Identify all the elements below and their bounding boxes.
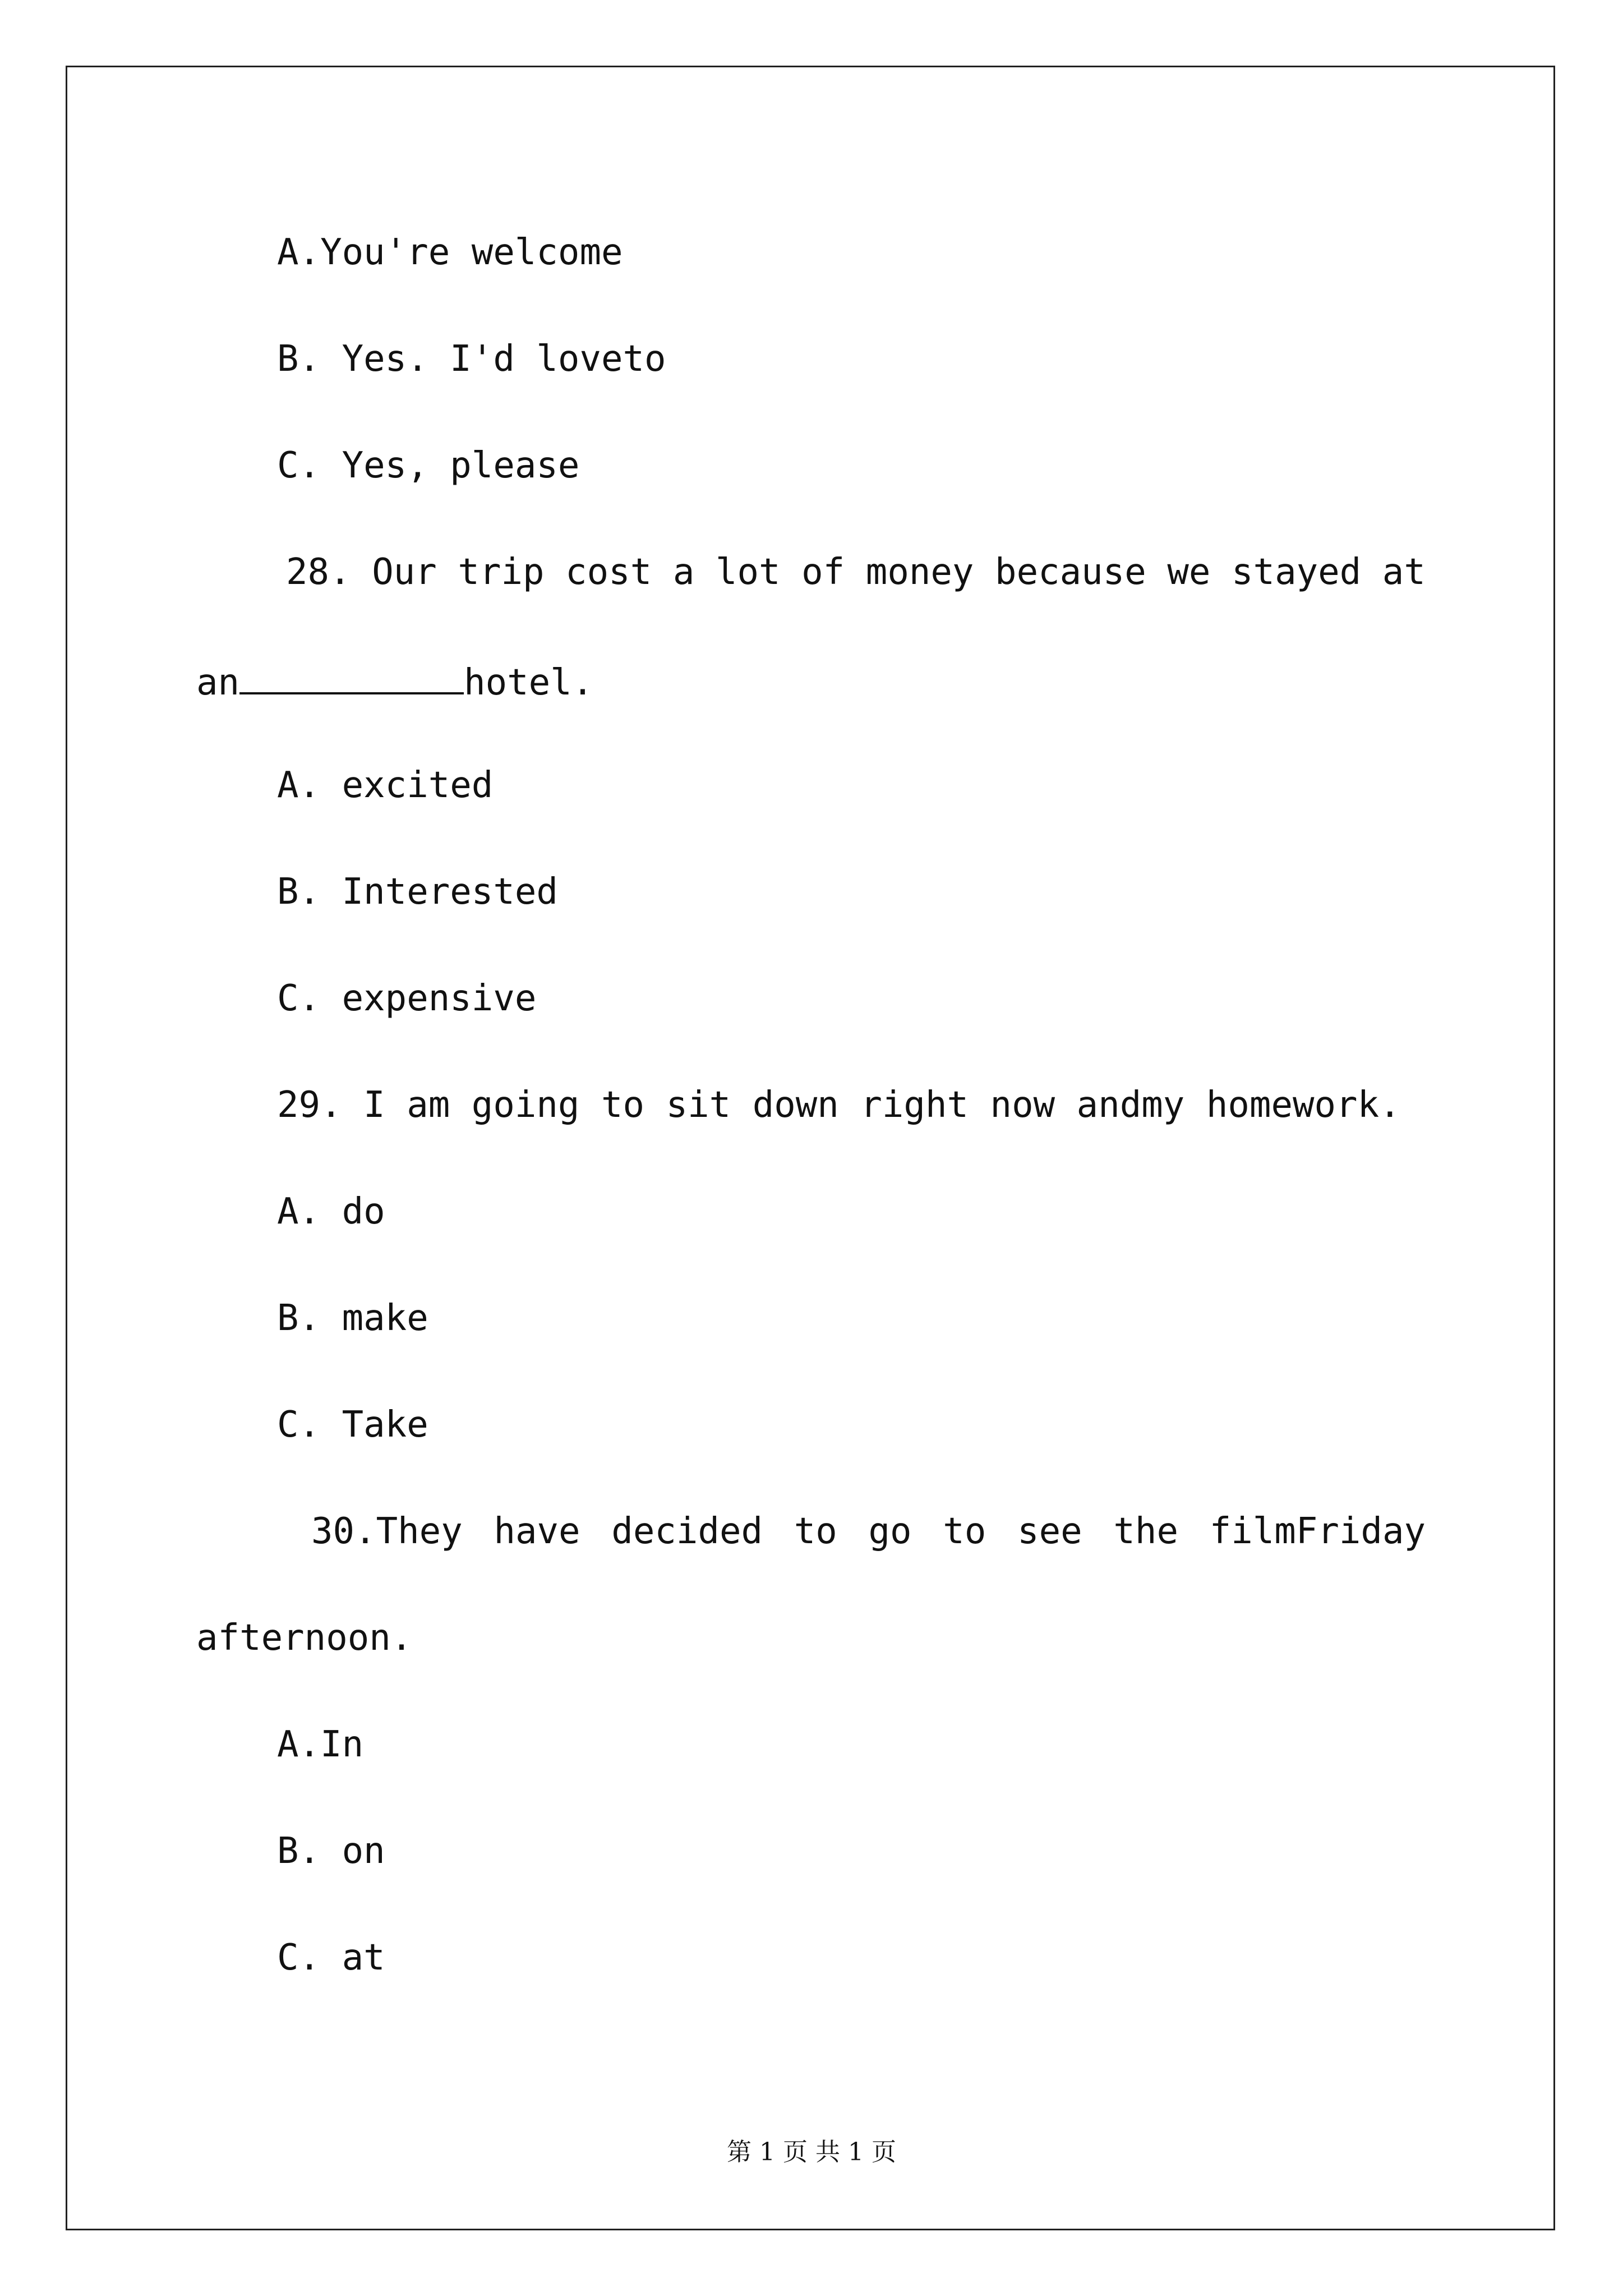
q30-word: to [943,1511,986,1552]
q28-word: cost [565,551,652,593]
q28-option-c: C. expensive [277,978,537,1019]
q27-option-a: A.You're welcome [277,232,623,273]
q30-word: see [1017,1511,1082,1552]
q28-word: of [801,551,845,593]
q30-word: to [794,1511,837,1552]
q29-option-a: A. do [277,1191,385,1232]
q30-option-b: B. on [277,1830,385,1872]
q28-word: a [672,551,695,593]
q28-word: we [1167,551,1211,593]
q30-option-a: A.In [277,1724,364,1765]
q28-word: trip [458,551,545,593]
q28-word: Our [372,551,437,593]
q29-option-b: B. make [277,1297,428,1339]
q30-word: filmFriday [1209,1511,1426,1552]
q28-stem-an: an [196,662,240,703]
q28-option-a: A. excited [277,765,494,806]
q30-stem-line2: afternoon. [196,1617,413,1659]
q30-stem-line1 [311,1511,1426,1552]
q28-word: lot [715,551,781,593]
page-footer: 第 1 页 共 1 页 [727,2138,896,2166]
q28-word: 28. [286,551,351,593]
q28-stem-line2 [196,661,593,701]
q27-option-b: B. Yes. I'd loveto [277,338,666,380]
q28-option-b: B. Interested [277,871,558,913]
q27-option-c: C. Yes, please [277,445,580,486]
q30-option-c: C. at [277,1937,385,1978]
answer-blank [239,661,464,694]
q28-word: money [865,551,974,593]
q30-word: 30.They [311,1511,463,1552]
q30-word: the [1113,1511,1178,1552]
q28-stem-line1 [286,551,1426,593]
q29-stem: 29. I am going to sit down right now andmy homework. [277,1084,1401,1126]
q30-word: go [868,1511,912,1552]
q29-option-c: C. Take [277,1404,428,1446]
q30-word: decided [611,1511,763,1552]
q28-word: because [995,551,1146,593]
q30-word: have [494,1511,580,1552]
q28-word: stayed [1232,551,1362,593]
q28-word: at [1382,551,1426,593]
q28-stem-hotel: hotel. [464,662,594,703]
